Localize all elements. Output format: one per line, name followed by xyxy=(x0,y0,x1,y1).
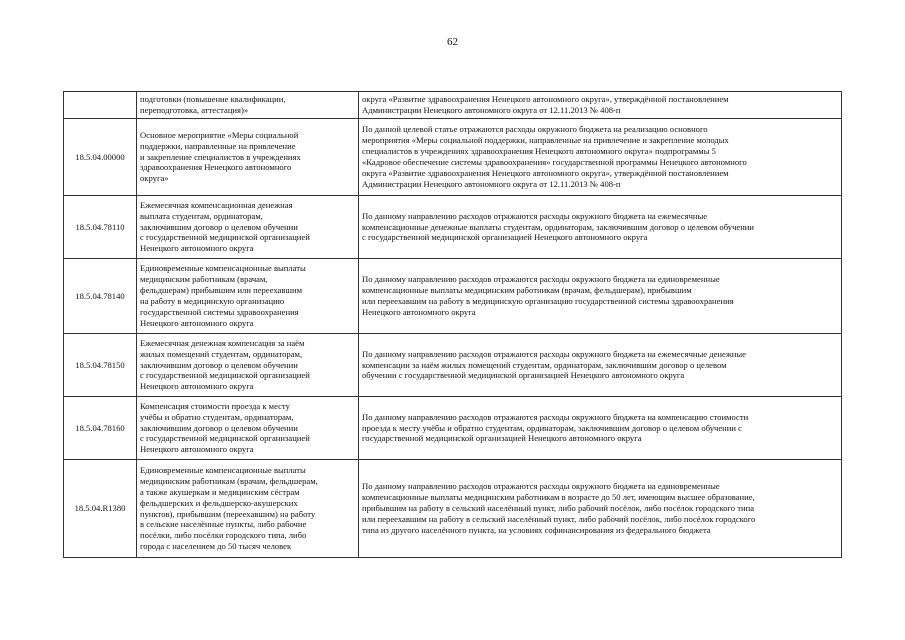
row-description-line: По данному направлению расходов отражаются расходы окружного бюджета на единовременные xyxy=(362,481,720,492)
row-name-line: на работу в медицинскую организацию xyxy=(140,296,285,306)
row-name-line: жилых помещений студентам, ординаторам, xyxy=(140,348,303,359)
row-code xyxy=(64,92,137,119)
row-name-line: Ненецкого автономного округа xyxy=(140,243,254,254)
row-name-line: Основное мероприятие «Меры социальной xyxy=(140,129,299,140)
row-description-line: Администрации Ненецкого автономного округа от 12.11.2013 № 408-п xyxy=(362,105,621,115)
table-row xyxy=(64,334,842,397)
row-name-line: Ежемесячная компенсационная денежная xyxy=(140,199,293,210)
row-name-line: и закрепление специалистов в учреждениях xyxy=(140,151,301,162)
row-code: 18.5.04.78160 xyxy=(64,397,137,460)
table-row xyxy=(64,259,842,334)
row-name xyxy=(137,259,359,334)
row-description-line: По данному направлению расходов отражаются расходы окружного бюджета на ежемесячные xyxy=(362,210,708,221)
row-name-line: заключившим договор о целевом обучении xyxy=(140,221,298,232)
row-name-line: с государственной медицинской организацией xyxy=(140,433,310,444)
row-description-line: проезда к месту учёбы и обратно студентам, ординаторам, заключившим договор о целевом обучении с xyxy=(362,422,742,433)
row-name-line: медицинским работникам (врачам, xyxy=(140,274,268,285)
row-name-line: Ненецкого автономного округа xyxy=(140,444,254,455)
row-description xyxy=(359,119,842,196)
row-name-line: Единовременные компенсационные выплаты xyxy=(140,263,306,274)
table-row xyxy=(64,397,842,460)
row-name-line: подготовки (повышение квалификации, xyxy=(140,94,286,105)
row-description-line: типа из другого населённого пункта, на условиях софинансирования из федерального бюджета xyxy=(362,524,711,535)
row-description-line: «Кадровое обеспечение системы здравоохранения» государственной программы Ненецкого автономного xyxy=(362,157,747,167)
row-name-line: учёбы и обратно студентам, ординаторам, xyxy=(140,411,294,422)
row-description-line: округа «Развитие здравоохранения Ненецкого автономного округа», утверждённой постановлением xyxy=(362,167,729,178)
row-description-line: компенсационные выплаты медицинским работникам в возрасте до 50 лет, имеющим высшее образование, xyxy=(362,492,755,503)
row-code: 18.5.04.R1380 xyxy=(64,460,137,558)
row-description xyxy=(359,334,842,397)
row-description-line: компенсации за наём жилых помещений студентам, ординаторам, заключившим договор о целевом xyxy=(362,359,727,370)
row-name xyxy=(137,119,359,196)
row-description-line: или переехавшим на работу в сельский населённый пункт, либо рабочий посёлок, либо посёлок городского xyxy=(362,513,756,524)
row-description-line: компенсационные денежные выплаты студентам, ординаторам, заключившим договор о целевом обучении xyxy=(362,221,754,232)
row-description-line: государственной медицинской организацией Ненецкого автономного округа xyxy=(362,433,642,444)
row-description xyxy=(359,460,842,558)
row-description-line: Администрации Ненецкого автономного округа от 12.11.2013 № 408-п xyxy=(362,178,621,189)
row-name-line: Единовременные компенсационные выплаты xyxy=(140,464,306,475)
row-description xyxy=(359,92,842,119)
table-row xyxy=(64,460,842,558)
row-code: 18.5.04.00000 xyxy=(64,119,137,196)
row-description xyxy=(359,397,842,460)
row-description-line: округа «Развитие здравоохранения Ненецкого автономного округа», утверждённой постановлением xyxy=(362,94,729,105)
row-description-line: По данному направлению расходов отражаются расходы окружного бюджета на ежемесячные денежные xyxy=(362,348,746,359)
row-name-line: пунктов), прибывшим (переехавшим) на работу xyxy=(140,508,316,519)
row-description-line: мероприятия «Меры социальной поддержки, направленные на привлечение и закрепление молодых xyxy=(362,135,729,146)
row-description-line: По данной целевой статье отражаются расходы окружного бюджета на реализацию основного xyxy=(362,124,708,135)
row-description-line: специалистов в учреждениях здравоохранения Ненецкого автономного округа» подпрограммы 5 xyxy=(362,146,716,157)
row-name xyxy=(137,460,359,558)
row-name-line: в сельские населённые пункты, либо рабочие xyxy=(140,519,307,530)
table-row xyxy=(64,119,842,196)
row-name-line: фельдшерских и фельдшерско-акушерских xyxy=(140,497,298,508)
row-name-line: Ненецкого автономного округа xyxy=(140,317,254,328)
row-name-line: округа» xyxy=(140,173,169,184)
row-description-line: прибывшим на работу в сельский населённый пункт, либо рабочий посёлок, либо посёлок городского типа xyxy=(362,503,755,514)
row-name-line: Компенсация стоимости проезда к месту xyxy=(140,400,290,411)
row-name-line: заключившим договор о целевом обучении xyxy=(140,422,298,433)
row-name xyxy=(137,92,359,119)
row-name-line: медицинским работникам (врачам, фельдшерам, xyxy=(140,475,318,486)
row-name-line: выплата студентам, ординаторам, xyxy=(140,210,263,221)
budget-classification-table xyxy=(63,91,842,558)
table-row xyxy=(64,196,842,259)
row-name-line: Ненецкого автономного округа xyxy=(140,381,254,392)
row-description-line: или переехавшим на работу в медицинскую организацию государственной системы здравоохранения xyxy=(362,296,734,306)
row-description-line: По данному направлению расходов отражаются расходы окружного бюджета на единовременные xyxy=(362,274,720,285)
row-description-line: обучении с государственной медицинской организацией Ненецкого автономного округа xyxy=(362,370,685,381)
row-name-line: поддержки, направленные на привлечение xyxy=(140,140,296,151)
row-description xyxy=(359,196,842,259)
page-number: 62 xyxy=(447,36,458,48)
row-description-line: По данному направлению расходов отражаются расходы окружного бюджета на компенсацию стоимости xyxy=(362,411,749,422)
row-description-line: с государственной медицинской организацией Ненецкого автономного округа xyxy=(362,232,648,243)
row-name-line: здравоохранения Ненецкого автономного xyxy=(140,162,292,173)
row-name-line: фельдшерам) прибывшим или переехавшим xyxy=(140,285,303,296)
row-name xyxy=(137,334,359,397)
row-description xyxy=(359,259,842,334)
row-name-line: с государственной медицинской организацией xyxy=(140,232,310,243)
row-name-line: заключившим договор о целевом обучении xyxy=(140,359,298,370)
row-name xyxy=(137,397,359,460)
row-description-line: Ненецкого автономного округа xyxy=(362,306,476,317)
row-name xyxy=(137,196,359,259)
row-code: 18.5.04.78150 xyxy=(64,334,137,397)
row-name-line: государственной системы здравоохранения xyxy=(140,306,299,317)
row-name-line: с государственной медицинской организацией xyxy=(140,370,310,381)
row-description-line: компенсационные выплаты медицинским работникам (врачам, фельдшерам), прибывшим xyxy=(362,285,692,296)
table-row xyxy=(64,92,842,119)
row-name-line: Ежемесячная денежная компенсация за наём xyxy=(140,337,305,348)
row-name-line: города с населением до 50 тысяч человек xyxy=(140,541,292,552)
row-name-line: посёлки, либо посёлки городского типа, либо xyxy=(140,530,307,541)
row-code: 18.5.04.78110 xyxy=(64,196,137,259)
row-name-line: переподготовка, аттестация)» xyxy=(140,105,249,115)
row-code: 18.5.04.78140 xyxy=(64,259,137,334)
row-name-line: а также акушеркам и медицинским сёстрам xyxy=(140,486,300,497)
